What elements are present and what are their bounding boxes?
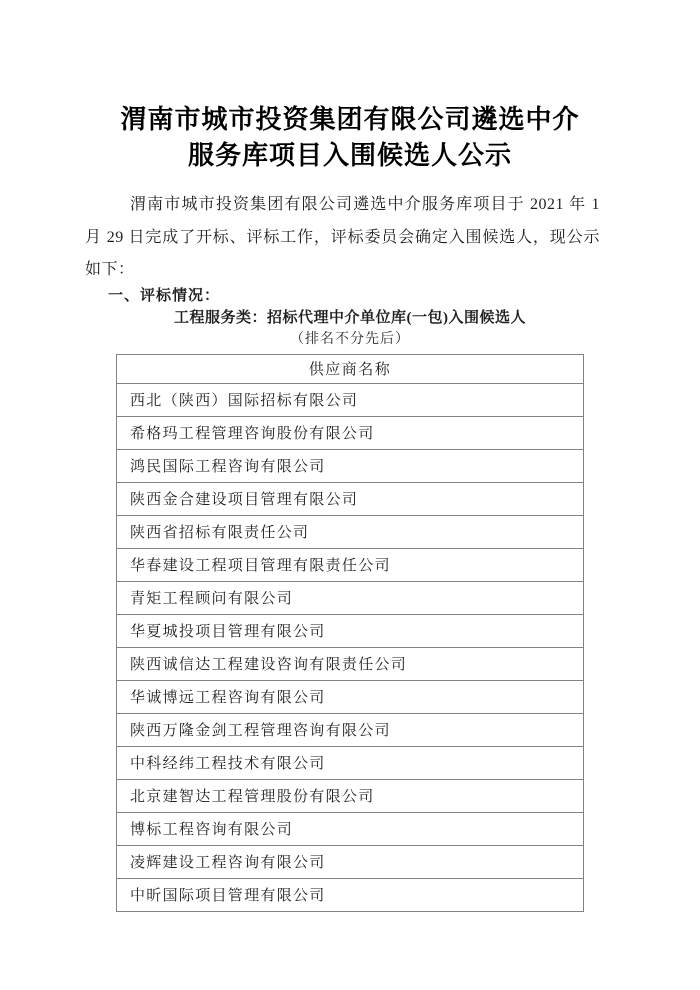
table-row [117, 812, 584, 845]
table-header-supplier-name: 供应商名称 [117, 354, 584, 383]
category-heading: 工程服务类：招标代理中介单位库(一包)入围候选人 [174, 309, 526, 326]
supplier-name-cell: 鸿民国际工程咨询有限公司 [117, 449, 584, 482]
table-row [117, 581, 584, 614]
table-row [117, 878, 584, 911]
table-row [117, 449, 584, 482]
document-title [0, 0, 700, 174]
supplier-name-cell: 中昕国际项目管理有限公司 [117, 878, 584, 911]
title-line-2: 服务库项目入围候选人公示 [187, 141, 512, 170]
supplier-name-cell: 中科经纬工程技术有限公司 [117, 746, 584, 779]
section-heading-evaluation: 一、评标情况： [108, 287, 221, 304]
supplier-name-cell: 陕西诚信达工程建设咨询有限责任公司 [117, 647, 584, 680]
supplier-name-cell: 华春建设工程项目管理有限责任公司 [117, 548, 584, 581]
table-row [117, 680, 584, 713]
table-row [117, 383, 584, 416]
supplier-name-cell: 陕西万隆金剑工程管理咨询有限公司 [117, 713, 584, 746]
table-row [117, 647, 584, 680]
supplier-table-body [117, 383, 584, 911]
title-line-1: 渭南市城市投资集团有限公司遴选中介 [120, 105, 580, 134]
supplier-name-cell: 北京建智达工程管理股份有限公司 [117, 779, 584, 812]
table-row [117, 845, 584, 878]
supplier-name-cell: 陕西省招标有限责任公司 [117, 515, 584, 548]
ranking-note: （排名不分先后） [290, 331, 410, 347]
table-row [117, 416, 584, 449]
table-row [117, 482, 584, 515]
supplier-name-cell: 希格玛工程管理咨询股份有限公司 [117, 416, 584, 449]
intro-paragraph: 渭南市城市投资集团有限公司遴选中介服务库项目于 2021 年 1 月 29 日完成了开标、评标工作，评标委员会确定入围候选人，现公示如下： [85, 196, 600, 278]
supplier-table-head [117, 354, 584, 383]
supplier-name-cell: 凌辉建设工程咨询有限公司 [117, 845, 584, 878]
table-header-row [117, 354, 584, 383]
table-row [117, 548, 584, 581]
supplier-name-cell: 博标工程咨询有限公司 [117, 812, 584, 845]
supplier-name-cell: 华夏城投项目管理有限公司 [117, 614, 584, 647]
table-row [117, 614, 584, 647]
table-row [117, 746, 584, 779]
supplier-name-cell: 西北（陕西）国际招标有限公司 [117, 383, 584, 416]
supplier-name-cell: 华诚博远工程咨询有限公司 [117, 680, 584, 713]
supplier-table [116, 354, 584, 912]
table-row [117, 779, 584, 812]
table-row [117, 515, 584, 548]
supplier-name-cell: 青矩工程顾问有限公司 [117, 581, 584, 614]
supplier-name-cell: 陕西金合建设项目管理有限公司 [117, 482, 584, 515]
table-row [117, 713, 584, 746]
